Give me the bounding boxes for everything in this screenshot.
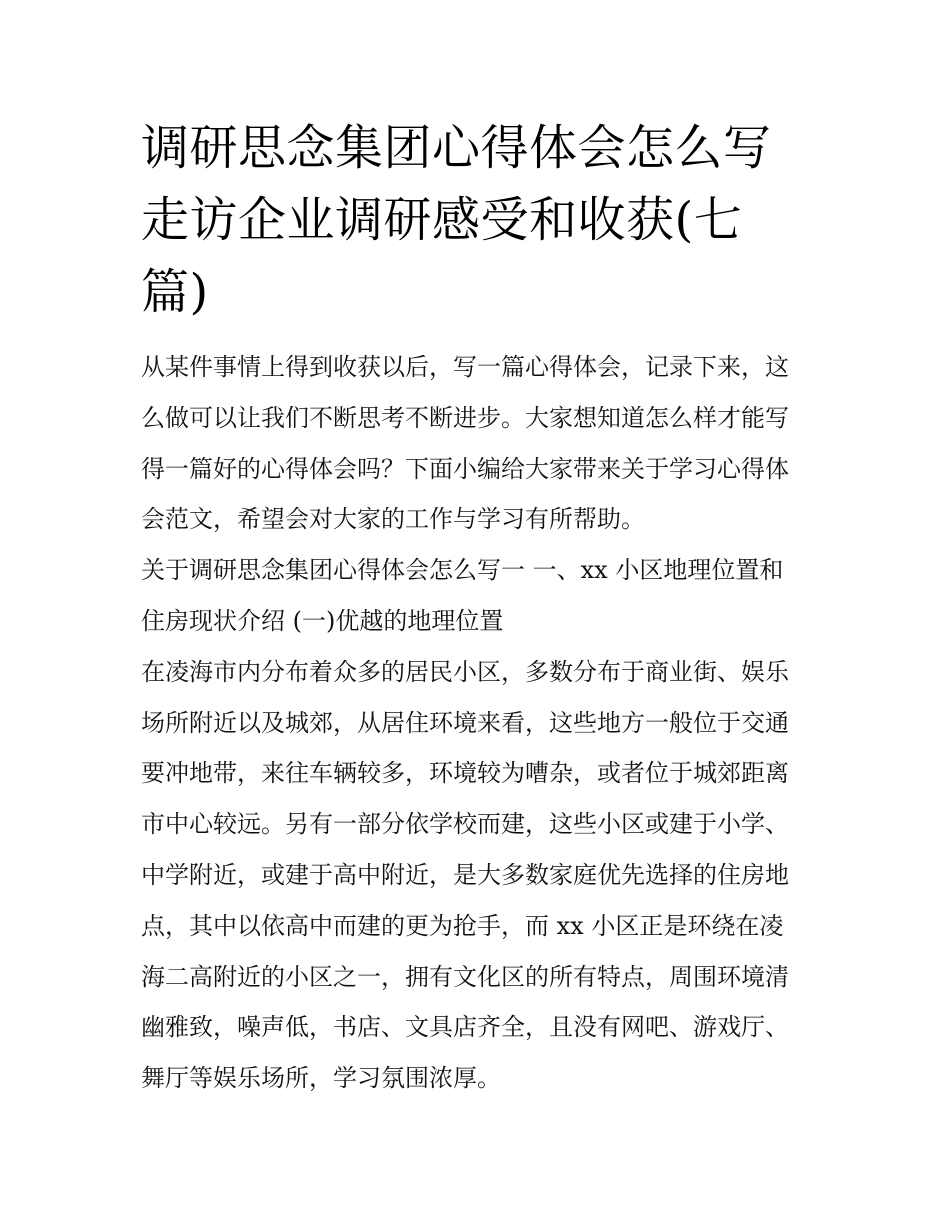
text-line: 会范文，希望会对大家的工作与学习有所帮助。 xyxy=(141,505,645,534)
document-body xyxy=(141,112,813,1104)
text-line: 中学附近，或建于高中附近，是大多数家庭优先选择的住房地 xyxy=(141,860,789,889)
text-line: 海二高附近的小区之一，拥有文化区的所有特点，周围环境清 xyxy=(141,962,789,991)
document-title xyxy=(141,112,813,328)
title-line: 篇) xyxy=(141,264,209,320)
text-line: 从某件事情上得到收获以后，写一篇心得体会，记录下来，这 xyxy=(141,353,789,381)
title-line: 走访企业调研感受和收获(七 xyxy=(141,192,743,248)
text-line: 幽雅致，噪声低，书店、文具店齐全，且没有网吧、游戏厅、 xyxy=(141,1013,789,1042)
text-line: 点，其中以依高中而建的更为抢手，而 xx 小区正是环绕在凌 xyxy=(141,911,784,940)
text-line: 得一篇好的心得体会吗？下面小编给大家带来关于学习心得体 xyxy=(141,454,789,483)
body-paragraph xyxy=(141,647,813,1104)
text-line: 住房现状介绍 (一)优越的地理位置 xyxy=(141,606,504,635)
section-heading-paragraph xyxy=(141,545,813,647)
intro-paragraph xyxy=(141,342,813,545)
text-line: 么做可以让我们不断思考不断进步。大家想知道怎么样才能写 xyxy=(141,403,789,432)
text-line: 关于调研思念集团心得体会怎么写一 一、xx 小区地理位置和 xyxy=(141,556,784,585)
text-line: 在凌海市内分布着众多的居民小区，多数分布于商业街、娱乐 xyxy=(141,657,789,686)
text-line: 市中心较远。另有一部分依学校而建，这些小区或建于小学、 xyxy=(141,810,789,839)
text-line: 要冲地带，来往车辆较多，环境较为嘈杂，或者位于城郊距离 xyxy=(141,759,789,788)
title-line: 调研思念集团心得体会怎么写 xyxy=(141,120,772,176)
text-line: 场所附近以及城郊，从居住环境来看，这些地方一般位于交通 xyxy=(141,708,789,737)
text-line: 舞厅等娱乐场所，学习氛围浓厚。 xyxy=(141,1064,501,1093)
